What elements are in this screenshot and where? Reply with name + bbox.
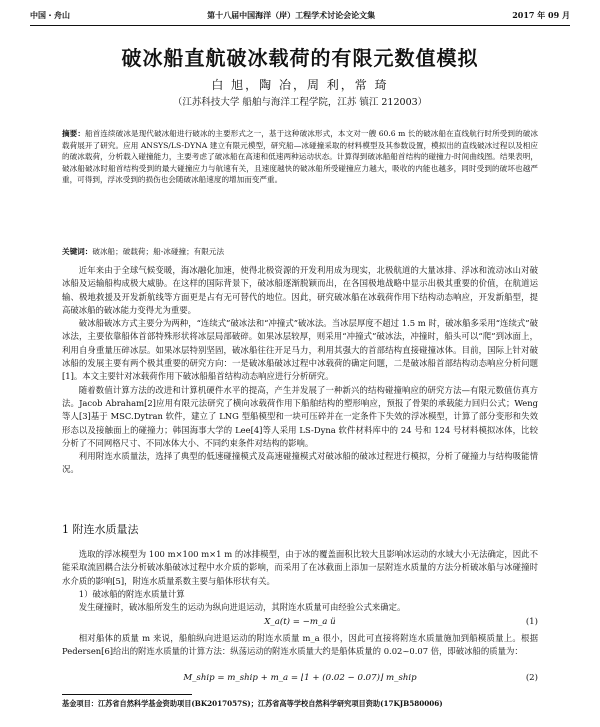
funding-footnote: 基金项目：江苏省自然科学基金资助项目(BK2017057S)；江苏省高等学校自然科学研究项目资助(17KJB580006) (62, 699, 443, 708)
header-location: 中国・舟山 (30, 10, 70, 20)
equation-2 (62, 673, 538, 687)
paragraph: 破冰船破冰方式主要分为两种，“连续式”破冰法和“冲撞式”破冰法。当冰层厚度不超过 1.5 m 时，破冰船多采用“连续式”破冰法，主要依靠船体首部特殊形状将冰层局部破碎。如果冰层较厚，则采用“冲撞式”破冰法，冲撞时，船头可以“爬”到冰面上，利用自身重量压碎冰层。如果冰层特别坚固，破冰船往往开足马力，利用其强大的首部结构直接碰撞冰体。目前，国际上针对破冰船的发展主要有两个极其重要的研究方向：一是破冰船破冰过程中冰载荷的确定问题，二是破冰船首部结构动态响应分析问题[1]。本文主要针对冰载荷作用下破冰船船首结构动态响应进行分析研究。 (62, 318, 538, 382)
paragraph: 利用附连水质量法，选择了典型的低速碰撞模式及高速碰撞模式对破冰船的破冰过程进行模拟，分析了碰撞力与结构吸能情况。 (62, 451, 538, 475)
header-proceedings: 第十八届中国海洋（岸）工程学术讨论会论文集 (207, 10, 376, 20)
abstract (62, 128, 538, 186)
header-date: 2017 年 09 月 (512, 10, 570, 20)
subheading: 1）破冰船的附连水质量计算 (78, 588, 185, 599)
footnote-rule (62, 694, 192, 695)
paragraph: 近年来由于全球气候变暖，海冰融化加速，使得北极资源的开发利用成为现实，北极航道的大量冰排、浮冰和流动冰山对破冰船及运输船构成极大威胁。在这样的国际背景下，破冰船逐渐脱颖而出，在各国极地战略中显示出极其重要的价值，在航道运输、极地救援及开发新航线等方面更是占有无可替代的地位。因此，研究破冰船在冰载荷作用下结构动态响应，开发新船型，提高破冰船的破冰能力变得尤为重要。 (62, 265, 538, 315)
keywords (62, 246, 538, 257)
paper-title: 破冰船直航破冰载荷的有限元数值模拟 (121, 46, 479, 70)
paragraph: 相对船体的质量 m 来说，船舶纵向进退运动的附连水质量 m_a 很小，因此可直接将附连水质量施加到船模质量上。根据 Pedersen[6]给出的附连水质量的计算方法：纵荡运动的附连水质量大约是船体质量的 0.02~0.07 倍，即破冰船的质量为： (62, 633, 538, 657)
equation-2-expression: M_ship = m_ship + m_a = ⌊1 + (0.02 − 0.07)⌋ m_ship (183, 673, 417, 683)
paragraph: 选取的浮冰模型为 100 m×100 m×1 m 的冰排模型，由于冰的覆盖面积比较大且影响冰运动的水域大小无法确定，因此不能采取流固耦合法分析破冰船破冰过程中水介质的影响，而采用了在冰截面上添加一层附连水质量的方法分析破冰船与冰碰撞时水介质的影响[5]，附连水质量系数主要与船体形状有关。 (62, 549, 538, 586)
abstract-label: 摘要： (62, 129, 85, 138)
keywords-text: 破冰船；破载荷；船-冰碰撞；有限元法 (92, 247, 225, 256)
equation-2-number: (2) (525, 673, 538, 683)
author-list: 白 旭，陶 冶，周 利，常 琦 (211, 78, 389, 92)
keywords-label: 关键词： (62, 247, 93, 256)
paragraph: 随着数值计算方法的改进和计算机硬件水平的提高，产生并发展了一种新兴的结构碰撞响应的研究方法—有限元数值仿真方法。Jacob Abraham[2]应用有限元法研究了横向冰载荷作用下船舶结构的塑形响应，预报了骨架的承载能力回归公式；Weng 等人[3]基于 MSC.Dytran 软件，建立了 LNG 型船模型和一块可压碎并在一定条件下失效的浮冰模型，计算了部分变形和失效形态以及接触面上的碰撞力；韩国海事大学的 Lee[4]等人采用 LS-Dyna 软件材料库中的 24 号和 124 号材料模拟冰体，比较分析了不同网格尺寸、不同冰体大小、不同约束条件对结构的影响。 (62, 384, 538, 448)
equation-1 (62, 617, 538, 631)
section-heading: 1 附连水质量法 (62, 523, 139, 536)
introduction-body (62, 264, 538, 477)
section-body (62, 548, 538, 614)
affiliation: （江苏科技大学 船舶与海洋工程学院，江苏 镇江 212003） (172, 97, 428, 108)
equation-1-number: (1) (525, 617, 538, 627)
paragraph: 发生碰撞时，破冰船所发生的运动为纵向进退运动，其附连水质量可由经验公式来确定。 (78, 602, 406, 613)
section-body-continued (62, 632, 538, 659)
abstract-text: 船首连续破冰是现代破冰船进行破冰的主要形式之一，基于这种破冰形式，本文对一艘 60.6 m 长的破冰船在直线航行时所受到的破冰载荷展开了研究。应用 ANSYS/LS-DYNA 建立有限元模型，研究船—冰碰撞采取的材料模型及其参数设置，模拟出的直线破冰过程以及相应的破冰载荷，分析载入碰撞能力，主要考虑了破冰船在高速和低速两种运动状态。计算得到破冰船船首结构的碰撞力-时间曲线图。结果表明，破冰船破冰时船首结构受到的最大碰撞应力与航速有关，且速度越快的破冰船所受碰撞应力越大，吸收的内能也越多，同时受到的破坏也越严重，可得到，浮冰受到的损伤也会随破冰船速度的增加而变严重。 (62, 129, 539, 185)
header-rule (30, 25, 570, 26)
equation-1-expression: X_a(t) = −m_a ü (264, 617, 336, 627)
running-header (30, 10, 570, 24)
